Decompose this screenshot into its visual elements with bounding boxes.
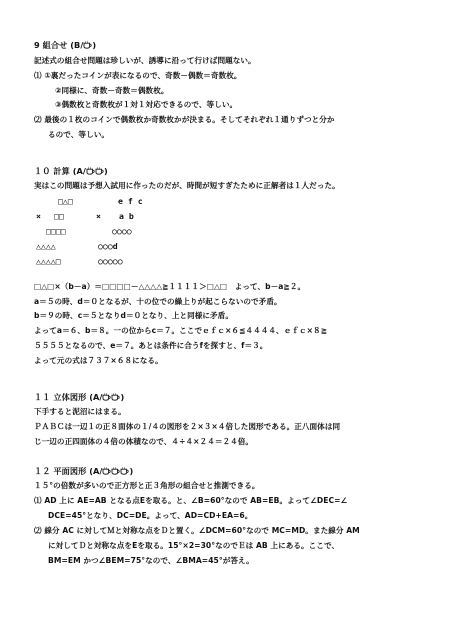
left-problem-row-4: △△△△: [36, 241, 56, 251]
section-9-heading: 9 組合せ (B/ ): [34, 40, 97, 50]
section-10-heading: １０ 計算 (A/ ): [34, 166, 108, 176]
section-9-line-5: ⑵ 最後の１枚のコインで偶数枚か奇数枚かが決まる。そしてそれぞれ１通りずつと分か: [34, 115, 335, 124]
section-12-line-1: １５°の倍数が多いので正方形と正３角形の組合せと推測できる。: [34, 481, 260, 490]
section-9-line-4: ③偶数枚と奇数枚が１対１対応できるので、等しい。: [55, 100, 238, 109]
section-12-line-3: DCE=45°となり、DC=DE。よって、AD=CD+EA=6。: [48, 511, 253, 520]
section-10-line-2: a＝５の時、d＝０となるが、十の位での繰上りが起こらないので矛盾。: [34, 297, 282, 306]
right-problem-row-4: ○○○d: [98, 241, 118, 251]
left-problem-row-2: × □□: [36, 211, 64, 221]
right-problem-row-3: ○○○○: [112, 226, 132, 236]
section-9-line-6: るので、等しい。: [48, 130, 109, 139]
section-12-line-6: BM=EM かつ∠BEM=75°なので、∠BMA=45°が答え。: [48, 556, 254, 565]
coffee-cup-icon: [95, 167, 104, 177]
section-11-heading: １１ 立体図形 (A/ ): [34, 392, 125, 402]
section-10-line-6: よって元の式は７３７×６８になる。: [34, 356, 163, 365]
coffee-cup-icon: [111, 467, 120, 477]
section-10-line-4: よってa＝６、b＝８。一の位からc＝７。ここでｅｆｃ×６≦４４４４、ｅｆｃ×８≧: [34, 326, 328, 335]
section-10-line-5: ５５５５となるので、e＝７。あとは条件に合うfを探すと、f＝３。: [34, 341, 268, 350]
section-11-line-1: 下手すると泥沼にはまる。: [34, 407, 126, 416]
section-11-line-2: ＰＡＢＣは一辺１の正８面体の１/４の図形を２×３×４倍した図形である。正八面体は同: [34, 422, 341, 431]
coffee-cup-icon: [86, 167, 95, 177]
section-10-line-1: □△□×（b－a）＝□□□□－△△△△≧１１１１＞□△□ よって、b－a≧２。: [34, 282, 306, 291]
section-10-intro: 実はこの問題は予想入試用に作ったのだが、時間が短すぎたために正解者は１人だった。: [34, 181, 340, 190]
section-11-line-3: じ一辺の正四面体の４倍の体積なので、４÷４×２４＝２４倍。: [34, 437, 254, 446]
coffee-cup-icon: [102, 467, 111, 477]
section-9-line-3: ②同様に、奇数－奇数＝偶数枚。: [55, 86, 169, 95]
coffee-cup-icon: [102, 393, 111, 403]
section-12-line-2: ⑴ AD 上に AE=AB となる点Eを取る。と、∠B=60°なので AB=EB。よって∠DEC=∠: [34, 496, 348, 505]
difficulty-cups-12: [102, 467, 129, 477]
section-10-line-3: b＝９の時、c＝５となりd＝０となり、上と同様に矛盾。: [34, 311, 233, 320]
section-12-line-5: に対してＤと対称な点をEを取る。15°×2=30°なのでＥは AB 上にある。ここで、: [48, 541, 340, 550]
section-12-line-4: ⑵ 線分 AC に対してＭと対称な点をＤと置く。∠DCM=60°なので MC=MD。また線分 AM: [34, 526, 360, 535]
section-12-heading: １２ 平面図形 (A/ ): [34, 466, 134, 476]
left-problem-row-1: □△□: [58, 196, 73, 206]
section-9-line-2: ⑴ ①裏だったコインが表になるので、奇数－偶数＝奇数枚。: [34, 71, 242, 80]
left-problem-row-3: □□□□: [46, 226, 66, 236]
right-problem-row-1: e f c: [118, 196, 143, 206]
right-problem-row-2: × a b: [96, 211, 134, 221]
left-problem-row-5: △△△△□: [36, 256, 61, 266]
right-problem-row-5: ○○○○○: [98, 256, 123, 266]
difficulty-cups-11: [102, 393, 120, 403]
difficulty-cups-10: [86, 167, 104, 177]
section-9-line-1: 記述式の組合せ問題は珍しいが、誘導に沿って行けば問題ない。: [34, 56, 256, 65]
